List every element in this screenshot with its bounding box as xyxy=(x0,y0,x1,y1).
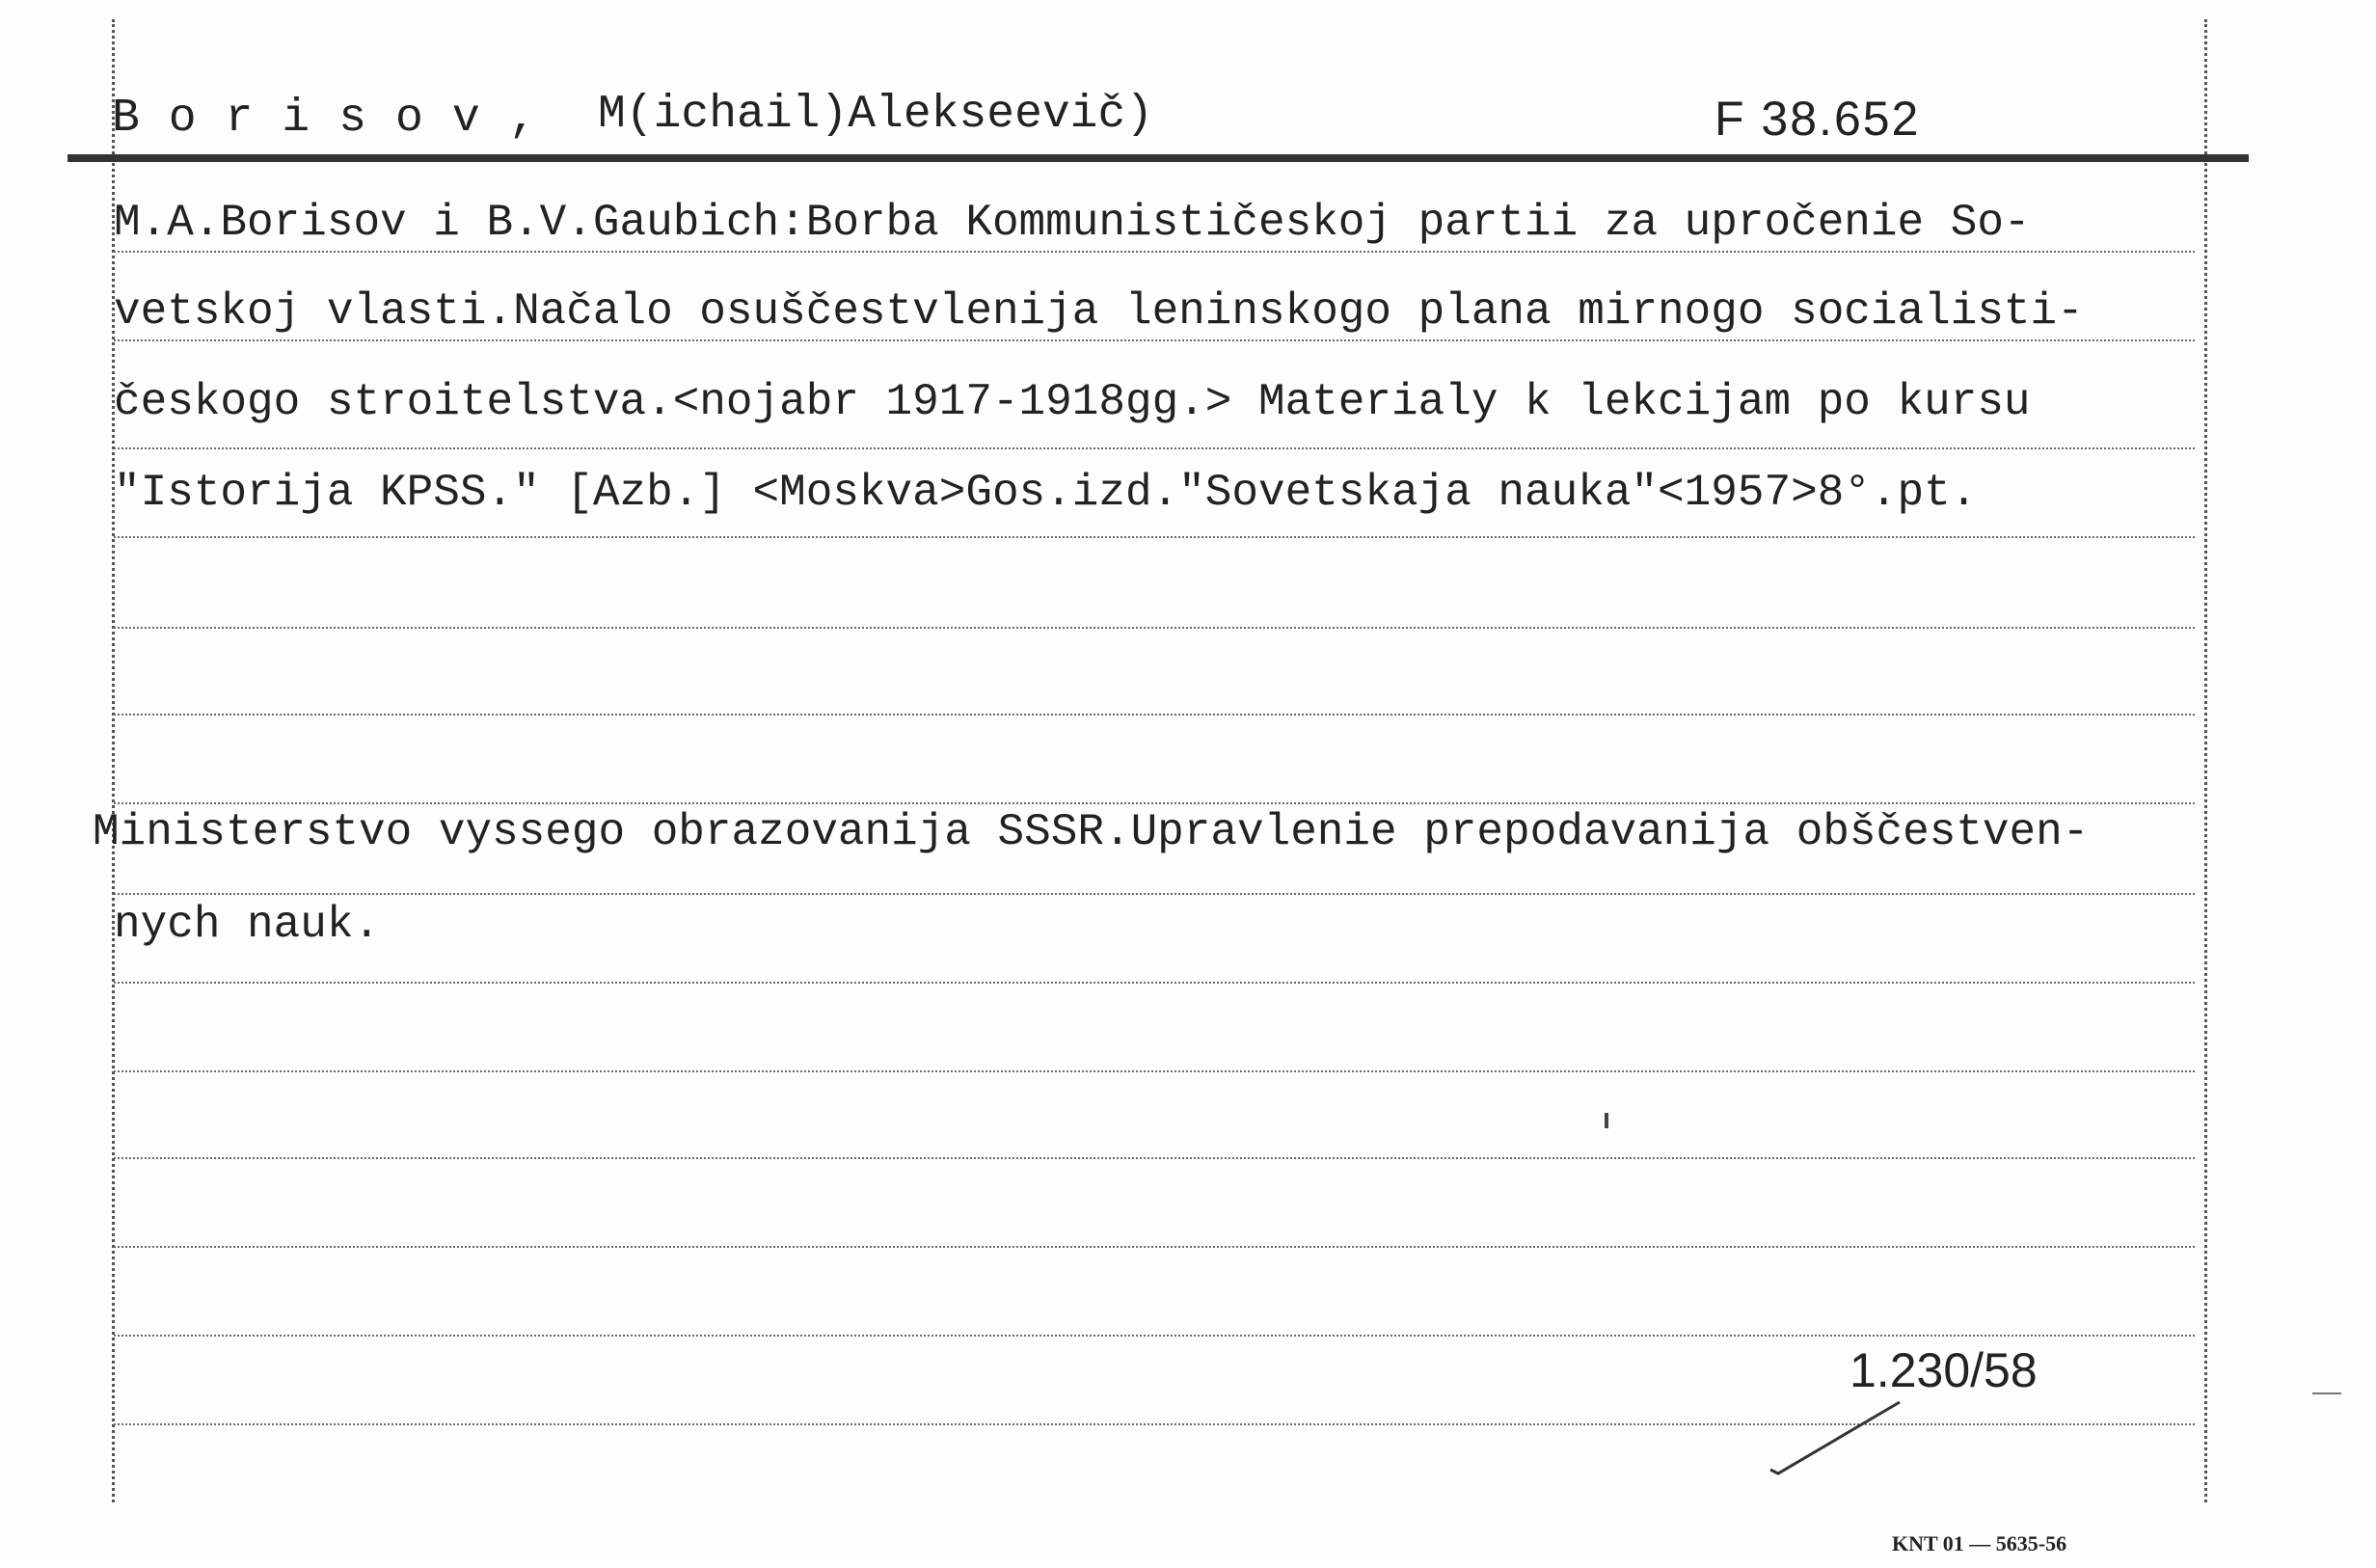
note-line-1: Ministerstvo vyssego obrazovanija SSSR.Upravlenie prepodavanija obščestven- xyxy=(93,807,2090,857)
ruled-line xyxy=(114,1157,2195,1159)
inventory-number: 1.230/58 xyxy=(1850,1343,2038,1397)
ruled-line xyxy=(114,251,2195,253)
note-line-2: nych nauk. xyxy=(114,900,381,950)
body-line-1: M.A.Borisov i B.V.Gaubich:Borba Kommunističeskoj partii za upročenie So- xyxy=(114,198,2031,248)
ruled-line xyxy=(114,339,2195,341)
author-given-name: M(ichail)Aleksеevič) xyxy=(598,89,1154,141)
ruled-line xyxy=(114,802,2195,804)
body-line-2: vetskoj vlasti.Načalo osuščestvlenija leninskogo plana mirnogo socialisti- xyxy=(114,286,2084,337)
ruled-line xyxy=(114,1070,2195,1072)
ruled-line xyxy=(114,1246,2195,1248)
ruled-line xyxy=(114,627,2195,629)
shelfmark: F 38.652 xyxy=(1714,92,1921,146)
right-border xyxy=(2204,19,2207,1502)
body-line-4: "Istorija KPSS." [Azb.] <Moskva>Gos.izd."Sovetskaja nauka"<1957>8°.pt. xyxy=(114,468,1978,518)
ruled-line xyxy=(114,536,2195,538)
ruled-line xyxy=(114,1335,2195,1337)
scan-speck xyxy=(1605,1113,1608,1128)
printer-code: KNT 01 — 5635-56 xyxy=(1892,1531,2067,1555)
handwritten-check-mark xyxy=(1768,1398,1904,1475)
ruled-line xyxy=(114,447,2195,449)
author-surname: Borisov, xyxy=(112,93,566,145)
scan-speck xyxy=(2312,1392,2341,1394)
ruled-line xyxy=(114,982,2195,984)
body-line-3: českogo stroitelstva.<nojabr 1917-1918gg.> Materialy k lekcijam po kursu xyxy=(114,377,2031,427)
ruled-line xyxy=(114,893,2195,895)
ruled-line xyxy=(114,714,2195,716)
header-rule xyxy=(68,154,2249,162)
